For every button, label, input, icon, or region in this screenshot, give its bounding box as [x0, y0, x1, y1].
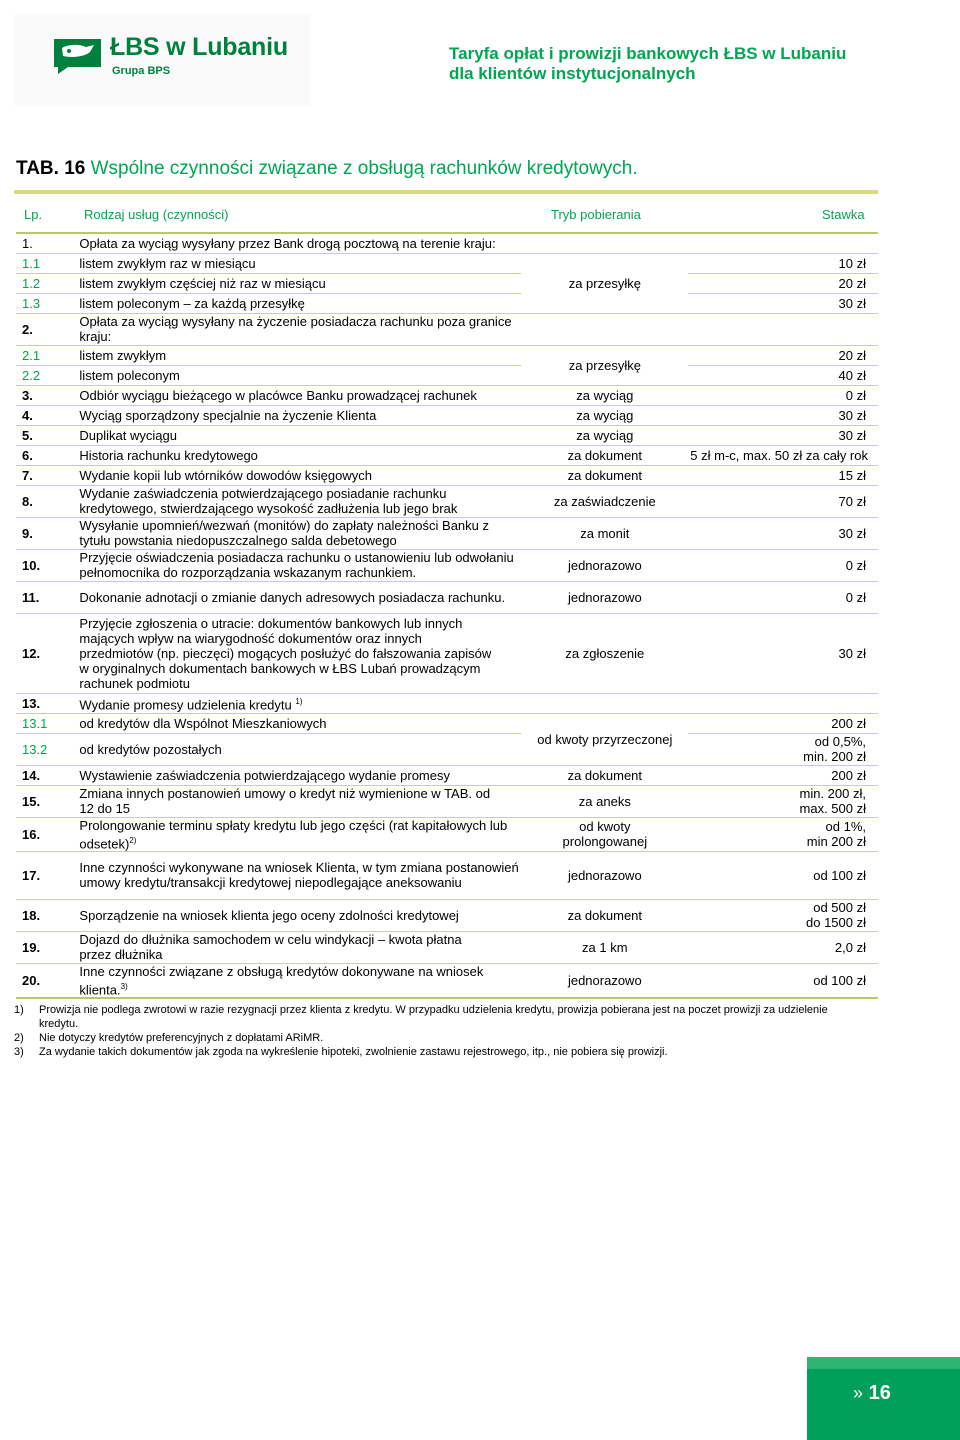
- row-description: Wydanie zaświadczenia potwierdzającego posiadanie rachunku kredytowego, stwierdzającego wysokość zadłużenia lub jego brak: [79, 486, 458, 516]
- table-row: [16, 851, 878, 899]
- header-rule: [14, 190, 878, 194]
- table-row: [16, 785, 878, 817]
- row-description: Sporządzenie na wniosek klienta jego oceny zdolności kredytowej: [79, 907, 459, 923]
- footnote-ref: 1): [295, 696, 303, 706]
- row-description: listem zwykłym częściej niż raz w miesiącu: [79, 275, 326, 291]
- row-rate: 2,0 zł: [834, 939, 866, 955]
- header-title-line-1: Taryfa opłat i prowizji bankowych ŁBS w Lubaniu: [449, 44, 847, 63]
- table-row: [16, 405, 878, 425]
- row-description-text: Wydanie promesy udzielenia kredytu: [79, 697, 292, 713]
- footnote-text: Prowizja nie podlega zwrotowi w razie rezygnacji przez klienta z kredytu. W przypadku udzielenia kredytu, prowizja pobierana jest na poczet prowizji za udzielenie kredytu.: [39, 1004, 828, 1030]
- row-rate: [688, 817, 878, 851]
- row-rate: od 100 zł: [813, 867, 866, 883]
- row-mode: za przesyłkę: [568, 275, 641, 291]
- table-title: [16, 158, 638, 180]
- row-description: Dokonanie adnotacji o zmianie danych adresowych posiadacza rachunku.: [79, 589, 506, 605]
- rate-line-1: od 1%,: [825, 819, 866, 835]
- row-mode: za aneks: [578, 793, 631, 809]
- row-description: Wyciąg sporządzony specjalnie na życzenie Klienta: [79, 407, 377, 423]
- row-mode: jednorazowo: [567, 589, 642, 605]
- row-mode: za zgłoszenie: [565, 645, 645, 661]
- row-mode: za wyciąg: [576, 387, 634, 403]
- table-row: [16, 899, 878, 931]
- row-mode: za dokument: [567, 447, 643, 463]
- row-description: Duplikat wyciągu: [79, 427, 177, 443]
- row-rate: 0 zł: [845, 387, 866, 403]
- mode-line-2: prolongowanej: [562, 834, 648, 850]
- row-description: Wydanie kopii lub wtórników dowodów księgowych: [79, 467, 372, 483]
- row-number: 12.: [22, 645, 41, 661]
- row-number: 9.: [22, 525, 33, 541]
- row-mode: [521, 817, 688, 851]
- row-rate: 200 zł: [831, 767, 866, 783]
- row-description: Historia rachunku kredytowego: [79, 447, 258, 463]
- column-header-lp: Lp.: [24, 207, 43, 222]
- table-row: [16, 465, 878, 485]
- row-number: 17.: [22, 867, 41, 883]
- footnote-ref: 2): [129, 835, 137, 845]
- row-description: Dojazd do dłużnika samochodem w celu windykacji – kwota płatna przez dłużnika: [79, 932, 462, 963]
- row-description: Opłata za wyciąg wysyłany przez Bank drogą pocztową na terenie kraju:: [79, 235, 496, 251]
- table-row: [16, 485, 878, 517]
- lbs-logo-icon: [50, 37, 105, 75]
- row-description: listem poleconym – za każdą przesyłkę: [79, 295, 305, 311]
- row-number: 11.: [22, 589, 40, 605]
- page-number-value: 16: [868, 1382, 891, 1404]
- row-number: 1.: [22, 235, 33, 251]
- table-row: [16, 253, 878, 273]
- row-description: Przyjęcie zgłoszenia o utracie: dokumentów bankowych lub innych mających wpływ na wiarygodność dokumentów oraz innych przedmiotów (np. pieczęci) mogących posłużyć do fałszowania zapisów w oryginalnych dokumentach bankowych w ŁBS Lubań prowadzącym rachunek podmiotu: [79, 615, 492, 691]
- table-row: [16, 765, 878, 785]
- row-description: Wystawienie zaświadczenia potwierdzającego wydanie promesy: [79, 767, 450, 783]
- row-number: 13.2: [22, 741, 48, 757]
- row-rate: 30 zł: [838, 645, 866, 661]
- row-number: 8.: [22, 493, 33, 509]
- document-header-title: [449, 44, 846, 84]
- footnote-ref: 3): [120, 981, 128, 991]
- row-rate: 20 zł: [838, 347, 866, 363]
- rate-line-1: min. 200 zł,: [799, 786, 866, 801]
- row-description-text: Inne czynności związane z obsługą kredytów dokonywane na wniosek klienta.: [79, 963, 484, 998]
- rate-line-2: max. 500 zł: [799, 801, 866, 816]
- footnote-number: 2): [14, 1032, 24, 1044]
- row-rate: 20 zł: [838, 275, 866, 291]
- row-description: listem poleconym: [79, 367, 180, 383]
- row-mode: za przesyłkę: [568, 357, 641, 373]
- row-mode: za 1 km: [582, 939, 628, 955]
- rate-line-1: od 500 zł: [813, 900, 866, 916]
- rate-line-1: od 0,5%,: [814, 734, 866, 749]
- row-number: 16.: [22, 826, 41, 842]
- row-description: listem zwykłym: [79, 347, 167, 363]
- footnote-text: Nie dotyczy kredytów preferencyjnych z dopłatami ARiMR.: [39, 1032, 324, 1044]
- table-row: [16, 549, 878, 581]
- row-rate: 0 zł: [845, 557, 866, 573]
- row-rate: 30 zł: [838, 525, 866, 541]
- table-row: [16, 425, 878, 445]
- row-mode: za dokument: [567, 907, 643, 923]
- row-rate: 30 zł: [838, 407, 866, 423]
- row-number: 3.: [22, 387, 33, 403]
- row-number: 1.1: [22, 255, 41, 271]
- row-rate: 70 zł: [838, 493, 866, 509]
- row-number: 2.: [22, 321, 33, 337]
- rate-line-2: min 200 zł: [806, 834, 866, 850]
- column-header-rate: Stawka: [822, 207, 865, 222]
- table-row: [16, 733, 878, 765]
- row-description: Opłata za wyciąg wysyłany na życzenie posiadacza rachunku poza granice kraju:: [79, 314, 512, 344]
- page-badge-highlight: [807, 1357, 960, 1369]
- page-number: [853, 1382, 891, 1405]
- row-rate: 5 zł m-c, max. 50 zł za cały rok: [690, 447, 868, 463]
- column-header-mode: Tryb pobierania: [551, 207, 641, 222]
- table-row: [16, 817, 878, 851]
- column-header-name: Rodzaj usług (czynności): [84, 207, 229, 222]
- logo-name: ŁBS w Lubaniu: [110, 33, 288, 61]
- row-rate: [688, 785, 878, 817]
- table-row: [16, 581, 878, 613]
- row-description: Zmiana innych postanowień umowy o kredyt niż wymienione w TAB. od 12 do 15: [79, 786, 491, 816]
- row-number: 10.: [22, 557, 41, 573]
- row-mode: za dokument: [567, 467, 643, 483]
- row-number: 14.: [22, 767, 41, 783]
- mode-line-1: od kwoty: [579, 819, 631, 835]
- table-row: [16, 693, 878, 713]
- row-rate: 10 zł: [838, 255, 866, 271]
- row-description: Inne czynności wykonywane na wniosek Klienta, w tym zmiana postanowień umowy kredytu/transakcji kredytowej niepodlegające aneksowaniu: [79, 860, 519, 891]
- table-row: [16, 445, 878, 465]
- table-row: [16, 233, 878, 253]
- row-mode: jednorazowo: [567, 557, 642, 573]
- row-number: 1.3: [22, 295, 41, 311]
- row-rate: [688, 899, 878, 931]
- row-number: 1.2: [22, 275, 41, 291]
- row-description: od kredytów pozostałych: [79, 741, 222, 757]
- row-mode: za zaświadczenie: [553, 493, 656, 509]
- row-description: [77, 817, 521, 851]
- row-rate: [688, 733, 878, 765]
- row-rate: 30 zł: [838, 295, 866, 311]
- row-description: od kredytów dla Wspólnot Mieszkaniowych: [79, 715, 327, 731]
- row-rate: 200 zł: [831, 715, 866, 731]
- logo-group: Grupa BPS: [112, 65, 171, 77]
- fees-table: [16, 232, 878, 999]
- row-rate: 40 zł: [838, 367, 866, 383]
- row-mode: za wyciąg: [576, 427, 634, 443]
- row-mode: od kwoty przyrzeczonej: [537, 731, 673, 747]
- row-number: 7.: [22, 467, 33, 483]
- page-arrows: »: [853, 1383, 864, 1403]
- table-row: [16, 345, 878, 365]
- row-description: [77, 693, 521, 713]
- row-number: 13.: [22, 695, 41, 711]
- footnote-number: 1): [14, 1004, 24, 1016]
- rate-line-2: do 1500 zł: [806, 915, 866, 931]
- table-title-prefix: TAB. 16: [16, 158, 91, 179]
- row-number: 2.2: [22, 367, 41, 383]
- footnote: [14, 1031, 864, 1045]
- row-mode: za wyciąg: [576, 407, 634, 423]
- row-rate: 0 zł: [845, 589, 866, 605]
- table-row: [16, 293, 878, 313]
- row-description: Odbiór wyciągu bieżącego w placówce Banku prowadzącej rachunek: [79, 387, 477, 403]
- row-number: 6.: [22, 447, 33, 463]
- footnote: [14, 1045, 864, 1059]
- row-mode: za dokument: [567, 767, 643, 783]
- row-rate: 30 zł: [838, 427, 866, 443]
- row-number: 19.: [22, 939, 41, 955]
- table-title-text: Wspólne czynności związane z obsługą rachunków kredytowych.: [90, 158, 638, 179]
- footnotes: [14, 1003, 864, 1059]
- row-description-text: Prolongowanie terminu spłaty kredytu lub jego części (rat kapitałowych lub odsetek): [79, 817, 508, 851]
- row-description: Przyjęcie oświadczenia posiadacza rachunku o ustanowieniu lub odwołaniu pełnomocnika do rozporządzania wskazanym rachunkiem.: [79, 550, 514, 580]
- row-number: 2.1: [22, 347, 41, 363]
- row-description: [77, 963, 521, 998]
- rate-line-2: min. 200 zł: [803, 749, 866, 764]
- table-row: [16, 931, 878, 963]
- row-rate: od 100 zł: [813, 972, 866, 988]
- table-row: [16, 517, 878, 549]
- table-row: [16, 613, 878, 693]
- table-row: [16, 273, 878, 293]
- row-description: Wysyłanie upomnień/wezwań (monitów) do zapłaty należności Banku z tytułu powstania niedopuszczalnego salda debetowego: [79, 518, 490, 548]
- row-rate: 15 zł: [838, 467, 866, 483]
- row-number: 15.: [22, 793, 41, 809]
- row-mode: jednorazowo: [567, 867, 642, 883]
- footnote-text: Za wydanie takich dokumentów jak zgoda na wykreślenie hipoteki, zwolnienie zastawu rejestrowego, itp., nie pobiera się prowizji.: [39, 1046, 668, 1058]
- row-number: 4.: [22, 407, 33, 423]
- table-row: [16, 713, 878, 733]
- row-number: 20.: [22, 972, 41, 988]
- table-row: [16, 365, 878, 385]
- row-mode: za monit: [580, 525, 630, 541]
- header-title-line-2: dla klientów instytucjonalnych: [449, 64, 696, 83]
- row-mode: jednorazowo: [567, 972, 642, 988]
- footnote-number: 3): [14, 1046, 24, 1058]
- table-row: [16, 963, 878, 998]
- row-number: 18.: [22, 907, 41, 923]
- table-row: [16, 385, 878, 405]
- footnote: [14, 1003, 864, 1031]
- table-row: [16, 313, 878, 345]
- row-number: 5.: [22, 427, 33, 443]
- row-description: listem zwykłym raz w miesiącu: [79, 255, 256, 271]
- row-number: 13.1: [22, 715, 48, 731]
